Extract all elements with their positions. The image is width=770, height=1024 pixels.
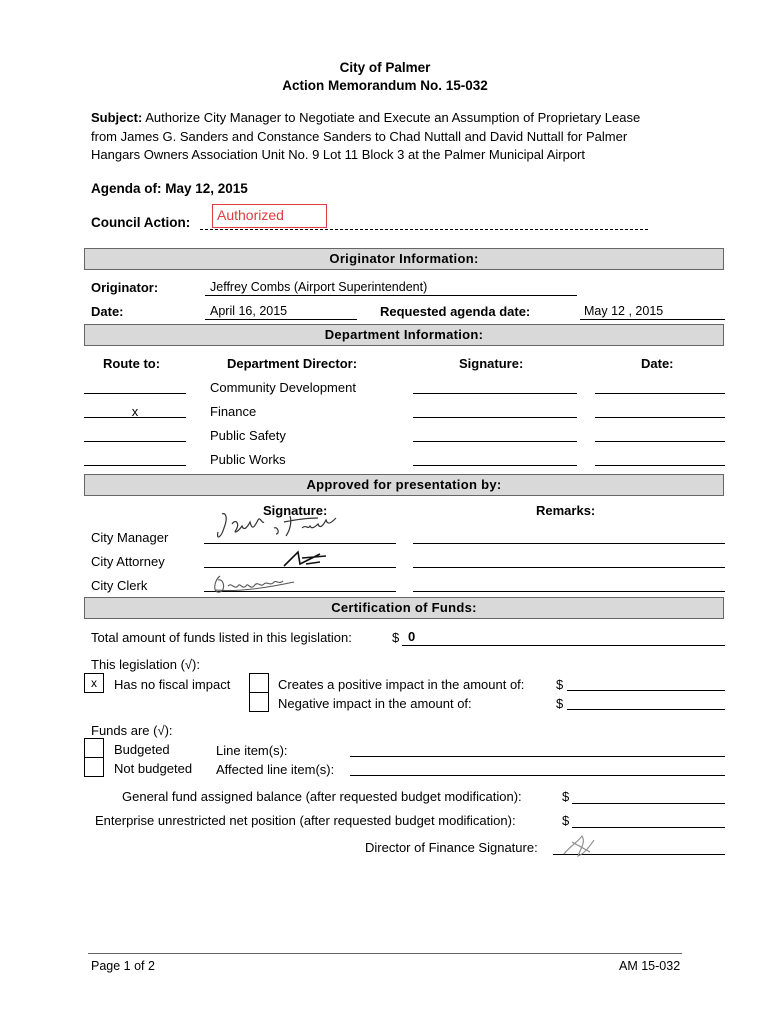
route-line xyxy=(84,441,186,442)
affected-line-items-field[interactable] xyxy=(350,775,725,776)
dept-public-works: Public Works xyxy=(210,452,286,467)
director-finance-signature xyxy=(560,832,600,860)
subject-text-2: from James G. Sanders and Constance Sanders to Chad Nuttall and David Nuttall for Palmer xyxy=(91,129,628,144)
enterprise-field[interactable] xyxy=(572,827,725,828)
footer-divider xyxy=(88,953,682,954)
subject-label: Subject: xyxy=(91,110,143,125)
this-legislation-label: This legislation (√): xyxy=(91,657,201,672)
city-attorney-label: City Attorney xyxy=(91,554,165,569)
not-budgeted-checkbox[interactable] xyxy=(84,757,104,777)
dept-date-line xyxy=(595,393,725,394)
dept-finance: Finance xyxy=(210,404,257,419)
city-attorney-signature xyxy=(280,544,330,570)
authorized-stamp: Authorized xyxy=(212,204,327,228)
remarks-header: Remarks: xyxy=(536,503,596,518)
negative-impact-label: Negative impact in the amount of: xyxy=(278,696,472,711)
subject-text-3: Hangars Owners Association Unit No. 9 Lot 11 Block 3 at the Palmer Municipal Airport xyxy=(91,147,585,162)
general-fund-currency: $ xyxy=(562,789,570,804)
negative-impact-currency: $ xyxy=(556,696,564,711)
budgeted-checkbox[interactable] xyxy=(84,738,104,758)
dept-signature-line xyxy=(413,393,577,394)
negative-impact-checkbox[interactable] xyxy=(249,692,269,712)
line-items-label: Line item(s): xyxy=(216,743,288,758)
date-label: Date: xyxy=(91,304,124,319)
approval-remarks-line xyxy=(413,543,725,544)
no-fiscal-impact-label: Has no fiscal impact xyxy=(114,677,231,692)
dept-date-line xyxy=(595,417,725,418)
total-funds-label: Total amount of funds listed in this legislation: xyxy=(91,630,352,645)
enterprise-currency: $ xyxy=(562,813,570,828)
line-items-field[interactable] xyxy=(350,756,725,757)
page-number: Page 1 of 2 xyxy=(91,959,155,973)
date-header: Date: xyxy=(641,356,674,371)
subject-text-1: Authorize City Manager to Negotiate and Execute an Assumption of Proprietary Lease xyxy=(145,110,641,125)
approval-section-header: Approved for presentation by: xyxy=(84,474,724,496)
council-action-line xyxy=(200,229,648,230)
approval-signature-header: Signature: xyxy=(263,503,328,518)
memo-number: Action Memorandum No. 15-032 xyxy=(282,78,488,93)
total-funds-currency: $ xyxy=(392,630,400,645)
director-finance-signature-label: Director of Finance Signature: xyxy=(365,840,538,855)
dept-date-line xyxy=(595,441,725,442)
originator-label: Originator: xyxy=(91,280,159,295)
funds-are-label: Funds are (√): xyxy=(91,723,173,738)
document-id: AM 15-032 xyxy=(619,959,681,973)
city-manager-label: City Manager xyxy=(91,530,169,545)
positive-impact-label: Creates a positive impact in the amount of: xyxy=(278,677,525,692)
enterprise-label: Enterprise unrestricted net position (after requested budget modification): xyxy=(95,813,516,828)
route-line xyxy=(84,393,186,394)
positive-impact-checkbox[interactable] xyxy=(249,673,269,693)
negative-impact-amount-field[interactable] xyxy=(567,709,725,710)
city-clerk-label: City Clerk xyxy=(91,578,148,593)
budgeted-label: Budgeted xyxy=(114,742,170,757)
date-value: April 16, 2015 xyxy=(210,304,288,318)
department-section-header: Department Information: xyxy=(84,324,724,346)
positive-impact-currency: $ xyxy=(556,677,564,692)
originator-section-header: Originator Information: xyxy=(84,248,724,270)
route-to-header: Route to: xyxy=(103,356,161,371)
affected-line-items-label: Affected line item(s): xyxy=(216,762,335,777)
requested-date-label: Requested agenda date: xyxy=(380,304,531,319)
city-title: City of Palmer xyxy=(339,60,431,75)
date-line xyxy=(205,319,357,320)
signature-header: Signature: xyxy=(459,356,524,371)
department-director-header: Department Director: xyxy=(227,356,358,371)
approval-remarks-line xyxy=(413,567,725,568)
agenda-date: Agenda of: May 12, 2015 xyxy=(91,181,248,196)
dept-signature-line xyxy=(413,441,577,442)
not-budgeted-label: Not budgeted xyxy=(114,761,193,776)
no-fiscal-impact-checkbox[interactable]: x xyxy=(84,673,104,693)
council-action-label: Council Action: xyxy=(91,215,191,230)
approval-remarks-line xyxy=(413,591,725,592)
general-fund-field[interactable] xyxy=(572,803,725,804)
general-fund-label: General fund assigned balance (after requested budget modification): xyxy=(122,789,522,804)
requested-date-line xyxy=(580,319,725,320)
funds-section-header: Certification of Funds: xyxy=(84,597,724,619)
dept-community-development: Community Development xyxy=(210,380,356,395)
positive-impact-amount-field[interactable] xyxy=(567,690,725,691)
subject-line-1 xyxy=(91,110,640,125)
route-mark-finance[interactable]: x xyxy=(131,404,139,419)
route-line xyxy=(84,465,186,466)
dept-public-safety: Public Safety xyxy=(210,428,286,443)
dept-signature-line xyxy=(413,417,577,418)
originator-line xyxy=(205,295,577,296)
city-clerk-signature xyxy=(206,570,301,598)
city-manager-signature xyxy=(212,508,362,544)
requested-date-value: May 12 , 2015 xyxy=(584,304,664,318)
originator-value: Jeffrey Combs (Airport Superintendent) xyxy=(210,280,428,294)
total-funds-line xyxy=(402,645,725,646)
dept-signature-line xyxy=(413,465,577,466)
route-line xyxy=(84,417,186,418)
total-funds-value: 0 xyxy=(408,629,416,644)
dept-date-line xyxy=(595,465,725,466)
